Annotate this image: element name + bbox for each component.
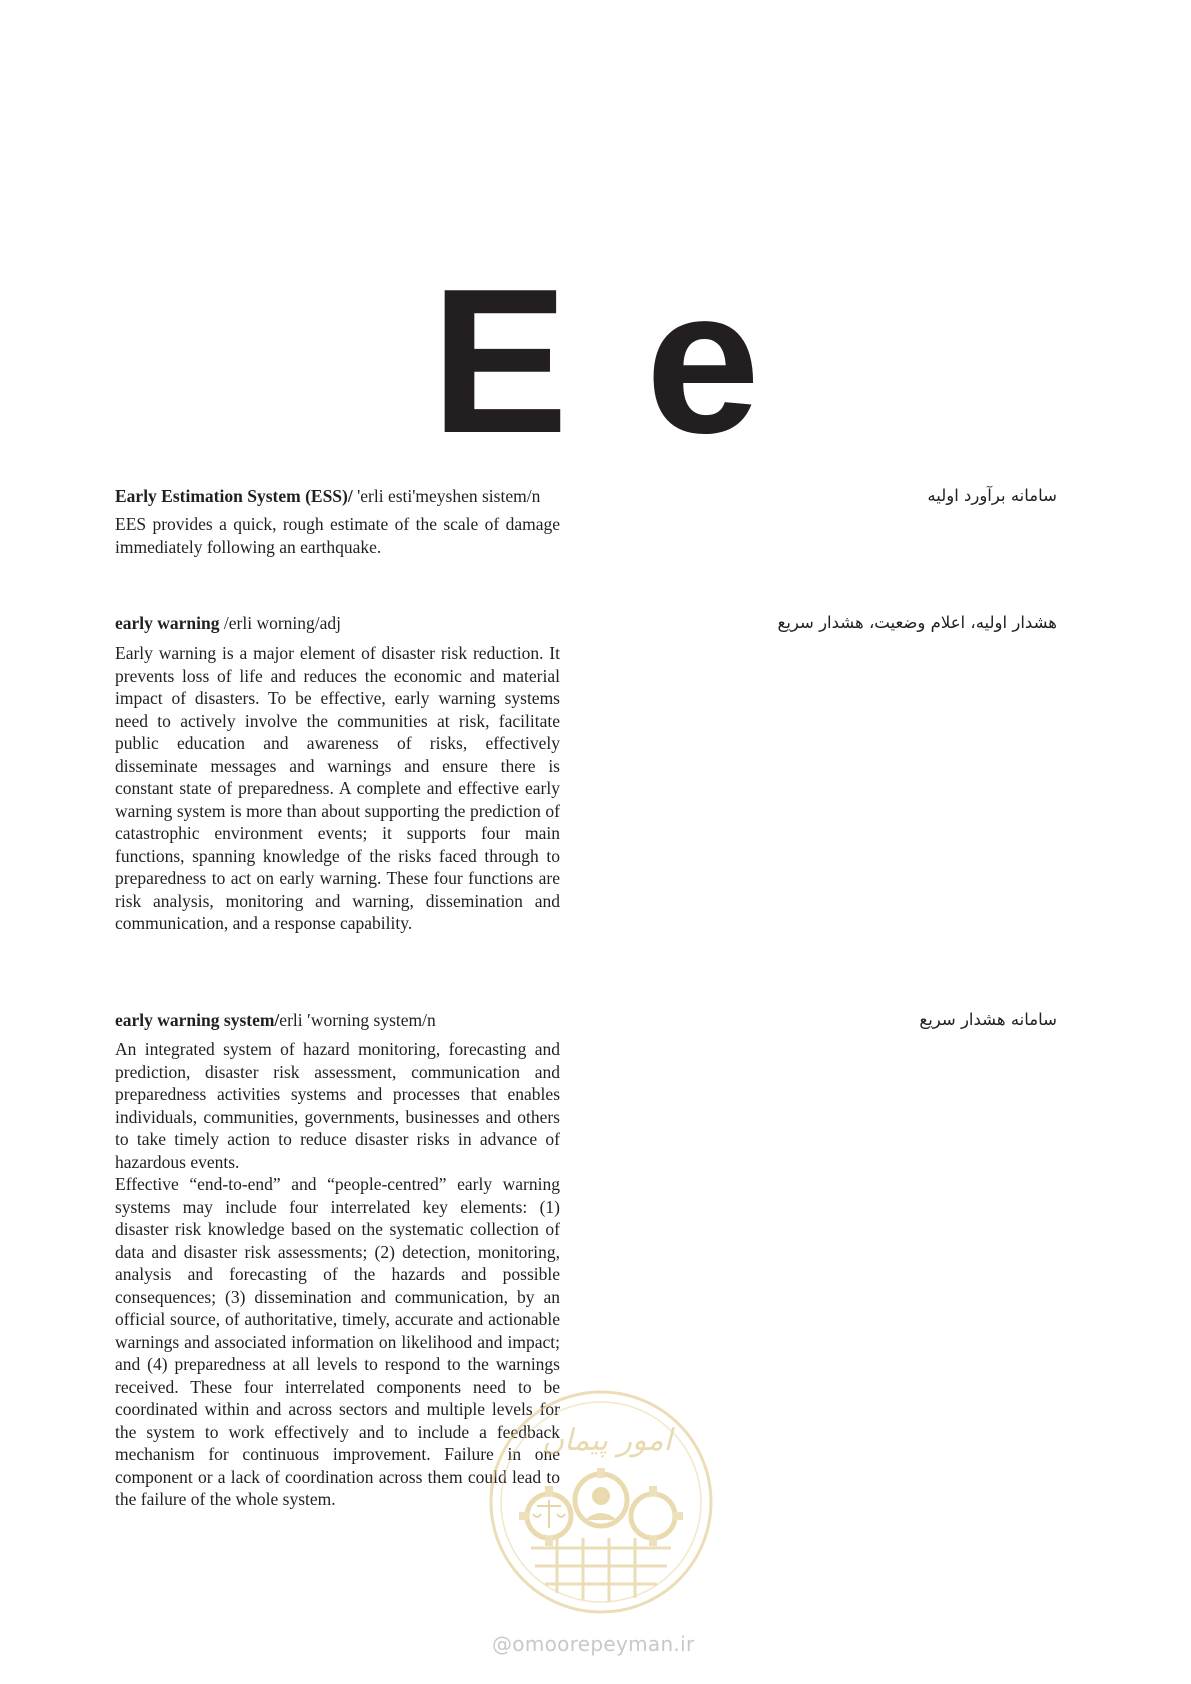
entry-definition: [115, 642, 560, 935]
letter-heading: E e: [430, 246, 761, 476]
watermark-seal-icon: [487, 1388, 715, 1616]
entry-term: early warning: [115, 613, 220, 633]
entry-headword: [115, 1010, 560, 1031]
definition-paragraph: Effective “end-to-end” and “people-centred” early warning systems may include four interrelated key elements: (1) disaster risk knowledge based on the systematic collection of data and disaster risk assessments; (2) detection, monitoring, analysis and forecasting of the hazards and possible consequences; (3) dissemination and communication, by an official source, of authoritative, timely, accurate and actionable warnings and associated information on likelihood and impact; and (4) preparedness at all levels to respond to the warnings received. These four interrelated components need to be coordinated within and across sectors and multiple levels for the system to work effectively and to include a feedback mechanism for continuous improvement. Failure in one component or a lack of coordination across them could lead to the failure of the whole system.: [115, 1174, 560, 1509]
watermark-logo-text: امور پیمان: [542, 1423, 672, 1458]
glossary-entry: [115, 486, 560, 558]
entry-persian-translation: سامانه برآورد اولیه: [927, 486, 1057, 505]
entry-definition: [115, 513, 560, 558]
entry-term: Early Estimation System (ESS)/: [115, 486, 353, 506]
entry-pronunciation: /erli worning/adj: [219, 613, 342, 633]
definition-paragraph: An integrated system of hazard monitoring, forecasting and prediction, disaster risk assessment, communication and preparedness activities systems and processes that enables individuals, communities, governments, businesses and others to take timely action to reduce disaster risks in advance of hazardous events.: [115, 1039, 560, 1172]
entry-term: early warning system/: [115, 1010, 280, 1030]
glossary-entry: [115, 613, 560, 935]
entry-headword: [115, 613, 560, 634]
watermark-site-label: [492, 1632, 694, 1656]
entry-persian-translation: سامانه هشدار سریع: [919, 1010, 1057, 1029]
entry-pronunciation: 'erli esti'meyshen sistem/n: [352, 486, 541, 506]
definition-paragraph: Early warning is a major element of disaster risk reduction. It prevents loss of life and reduces the economic and material impact of disasters. To be effective, early warning systems need to actively involve the communities at risk, facilitate public education and awareness of risks, effectively disseminate messages and warnings and ensure there is constant state of preparedness. A complete and effective early warning system is more than about supporting the prediction of catastrophic environment events; it supports four main functions, spanning knowledge of the risks faced through to preparedness to act on early warning. These four functions are risk analysis, monitoring and warning, dissemination and communication, and a response capability.: [115, 643, 560, 933]
watermark-site-text: @omoorepeyman.ir: [492, 1632, 695, 1656]
definition-paragraph: EES provides a quick, rough estimate of the scale of damage immediately following an earthquake.: [115, 514, 560, 557]
entry-pronunciation: erli ′worning system/n: [279, 1010, 436, 1030]
entry-persian-translation: هشدار اولیه، اعلام وضعیت، هشدار سریع: [777, 613, 1057, 632]
entry-headword: [115, 486, 560, 507]
